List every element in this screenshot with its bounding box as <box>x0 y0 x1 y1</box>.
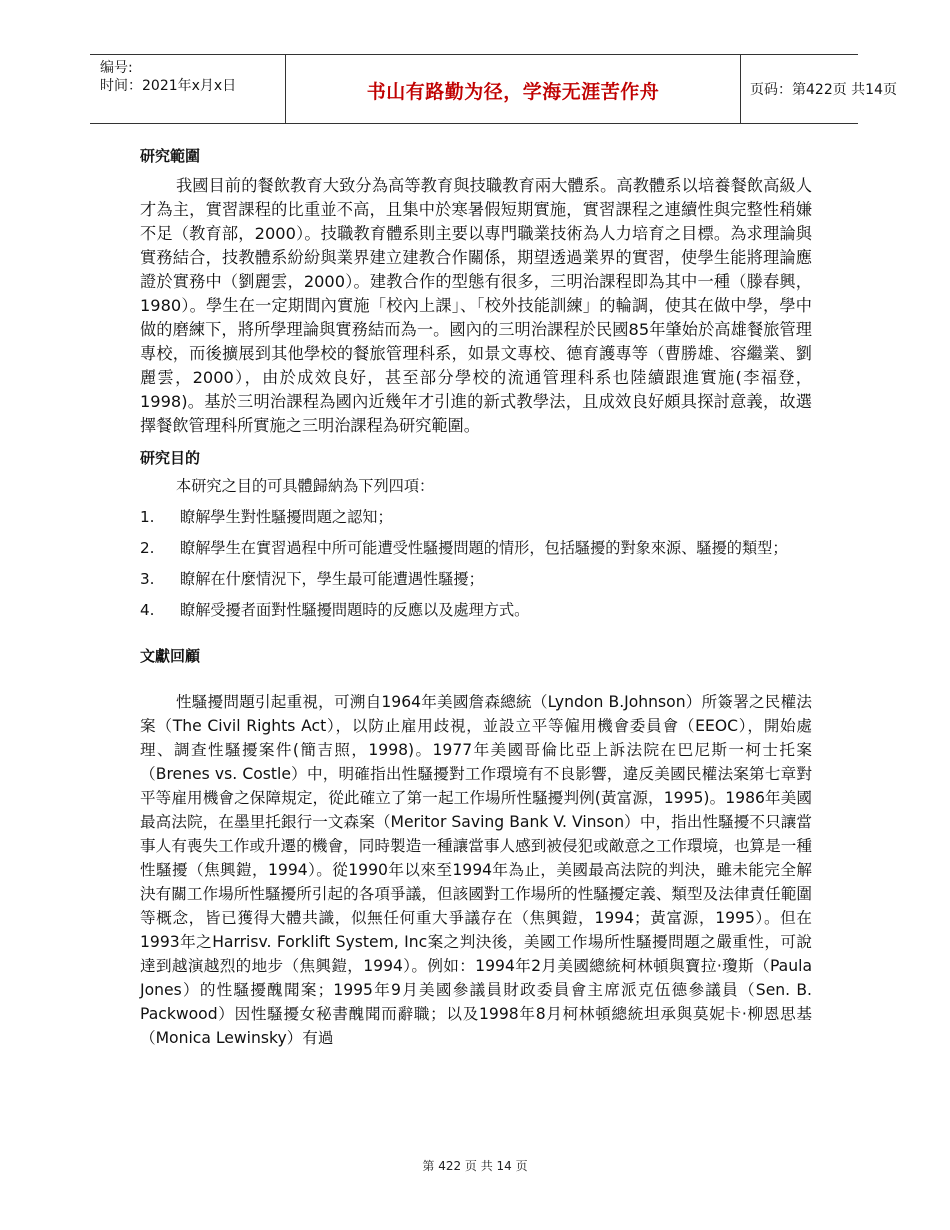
section-heading-purpose: 研究目的 <box>140 449 201 467</box>
date-label: 时间：2021年x月x日 <box>100 78 237 94</box>
purpose-list <box>140 506 812 622</box>
purpose-intro: 本研究之目的可具體歸納為下列四項： <box>176 477 435 495</box>
literature-paragraph: 性騷擾問題引起重視，可溯自1964年美國詹森總統（Lyndon B.Johnson）所簽署之民權法案（The Civil Rights Act），以防止雇用歧視，並設立平等僱用機會委員會（EEOC），開始處理、調查性騷擾案件(簡吉照，1998)。1977年美國哥倫比亞上訴法院在巴尼斯一柯士托案（Brenes vs. Costle）中，明確指出性騷擾對工作環境有不良影響，違反美國民權法案第七章對平等雇用機會之保障規定，從此確立了第一起工作場所性騷擾判例(黃富源，1995)。1986年美國最高法院，在墨里托銀行一文森案（Meritor Saving Bank V. Vinson）中，指出性騷擾不只讓當事人有喪失工作或升遷的機會，同時製造一種讓當事人感到被侵犯或敵意之工作環境，也算是一種性騷擾（焦興鎧，1994）。從1990年以來至1994年為止，美國最高法院的判決，雖未能完全解決有關工作場所性騷擾所引起的各項爭議，但該國對工作場所的性騷擾定義、類型及法律責任範圍等概念，皆已獲得大體共識，似無任何重大爭議存在（焦興鎧，1994；黃富源，1995）。但在1993年之Harrisv. Forklift System, Inc案之判決後，美國工作場所性騷擾問題之嚴重性，可說達到越演越烈的地步（焦興鎧，1994）。例如：1994年2月美國總統柯林頓與寶拉·瓊斯（Paula Jones）的性騷擾醜聞案；1995年9月美國參議員財政委員會主席派克伍德參議員（Sen. B. Packwood）因性騷擾女秘書醜聞而辭職；以及1998年8月柯林頓總統坦承與莫妮卡·柳恩思基（Monica Lewinsky）有過 <box>140 693 812 1047</box>
header-page-info: 页码：第422页 共14页 <box>750 82 897 98</box>
page-footer: 第 422 页 共 14 页 <box>422 1159 528 1173</box>
section-heading-scope: 研究範圍 <box>140 147 201 165</box>
purpose-item-number: 4. <box>140 601 155 619</box>
header-motto-cell <box>285 55 741 123</box>
serial-label: 编号: <box>100 60 133 76</box>
header-page-cell <box>740 55 897 123</box>
purpose-item-text: 瞭解受擾者面對性騷擾問題時的反應以及處理方式。 <box>180 601 530 619</box>
purpose-item-number: 2. <box>140 539 155 557</box>
document-body <box>140 142 812 1050</box>
purpose-item-text: 瞭解學生在實習過程中所可能遭受性騷擾問題的情形，包括騷擾的對象來源、騷擾的類型； <box>180 539 788 557</box>
section-heading-literature: 文獻回顧 <box>140 647 201 665</box>
purpose-item <box>140 599 812 622</box>
purpose-item <box>140 506 812 529</box>
purpose-item-text: 瞭解學生對性騷擾問題之認知； <box>180 508 393 526</box>
purpose-item-text: 瞭解在什麼情況下，學生最可能遭遇性騷擾； <box>180 570 484 588</box>
header-motto: 书山有路勤为径，学海无涯苦作舟 <box>366 81 660 103</box>
purpose-item <box>140 568 812 591</box>
purpose-item-number: 1. <box>140 508 155 526</box>
purpose-item <box>140 537 812 560</box>
scope-paragraph: 我國目前的餐飲教育大致分為高等教育與技職教育兩大體系。高教體系以培養餐飲高級人才為主，實習課程的比重並不高，且集中於寒暑假短期實施，實習課程之連續性與完整性稍嫌不足（教育部，2000）。技職教育體系則主要以專門職業技術為人力培育之目標。為求理論與實務結合，技教體系紛紛與業界建立建教合作關係，期望透過業界的實習，使學生能將理論應證於實務中（劉麗雲，2000）。建教合作的型態有很多，三明治課程即為其中一種（滕春興，1980）。學生在一定期間內實施「校內上課」、「校外技能訓練」的輪調，使其在做中學，學中做的磨練下，將所學理論與實務結而為一。國內的三明治課程於民國85年肇始於高雄餐旅管理專校，而後擴展到其他學校的餐旅管理科系，如景文專校、德育護專等（曹勝雄、容繼業、劉麗雲，2000），由於成效良好，甚至部分學校的流通管理科系也陸續跟進實施(李福登，1998)。基於三明治課程為國內近幾年才引進的新式教學法，且成效良好頗具探討意義，故選擇餐飲管理科所實施之三明治課程為研究範圍。 <box>140 176 812 435</box>
header-meta-cell <box>90 55 285 123</box>
purpose-item-number: 3. <box>140 570 155 588</box>
document-header <box>90 54 897 124</box>
